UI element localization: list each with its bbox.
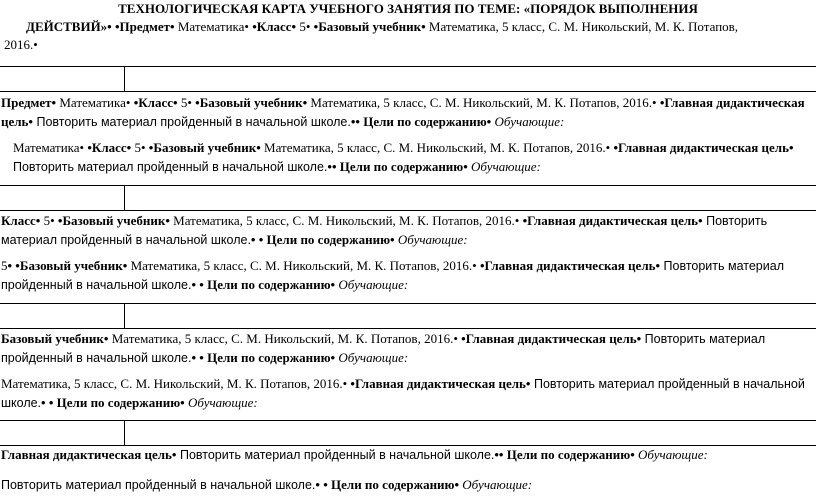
text-block-3: Класс• 5• •Базовый учебник• Математика, 5 класс, С. М. Никольский, М. К. Потапов, 2016.• •Главная дидактическая цель• Повторить материал пройденный в начальной школе.• • Цели по содержанию• Обучающие: — [1, 213, 768, 247]
text-block-4: 5• •Базовый учебник• Математика, 5 класс, С. М. Никольский, М. К. Потапов, 2016.• •Главная дидактическая цель• Повторить материал пройденный в начальной школе.• • Цели по содержанию• Обучающие: — [1, 258, 784, 292]
table-cell-divider — [124, 421, 125, 445]
text-block-1: Предмет• Математика• •Класс• 5• •Базовый учебник• Математика, 5 класс, С. М. Никольский, М. К. Потапов, 2016.• •Главная дидактическая цель• Повторить материал пройденный в начальной школе.•• Цели по содержанию• Обучающие: — [1, 95, 805, 129]
table-cell-divider — [124, 304, 125, 328]
text-block-6: Математика, 5 класс, С. М. Никольский, М. К. Потапов, 2016.• •Главная дидактическая цель• Повторить материал пройденный в начальной школе.• • Цели по содержанию• Обучающие: — [1, 376, 805, 410]
table-cell-divider — [124, 67, 125, 91]
text-block-8: Повторить материал пройденный в начальной школе.• • Цели по содержанию• Обучающие: — [1, 477, 533, 492]
table-row — [0, 303, 816, 329]
text-block-5: Базовый учебник• Математика, 5 класс, С. М. Никольский, М. К. Потапов, 2016.• •Главная дидактическая цель• Повторить материал пройденный в начальной школе.• • Цели по содержанию• Обучающие: — [1, 331, 766, 365]
title-line-2: ДЕЙСТВИЙ»• •Предмет• Математика• •Класс• 5• •Базовый учебник• Математика, 5 класс, С. М. Никольский, М. К. Потапов, — [26, 19, 739, 35]
text-block-7: Главная дидактическая цель• Повторить материал пройденный в начальной школе.•• Цели по содержанию• Обучающие: — [1, 447, 708, 462]
title-line-1: ТЕХНОЛОГИЧЕСКАЯ КАРТА УЧЕБНОГО ЗАНЯТИЯ ПО ТЕМЕ: «ПОРЯДОК ВЫПОЛНЕНИЯ — [118, 1, 698, 16]
table-cell-divider — [124, 186, 125, 210]
table-row — [0, 66, 816, 92]
document-title — [4, 0, 812, 55]
title-line-3: 2016.• — [4, 37, 38, 53]
table-row — [0, 185, 816, 211]
table-row — [0, 420, 816, 446]
text-block-2: Математика• •Класс• 5• •Базовый учебник• Математика, 5 класс, С. М. Никольский, М. К. Потапов, 2016.• •Главная дидактическая цель• Повторить материал пройденный в начальной школе.•• Цели по содержанию• Обучающие: — [13, 140, 794, 174]
